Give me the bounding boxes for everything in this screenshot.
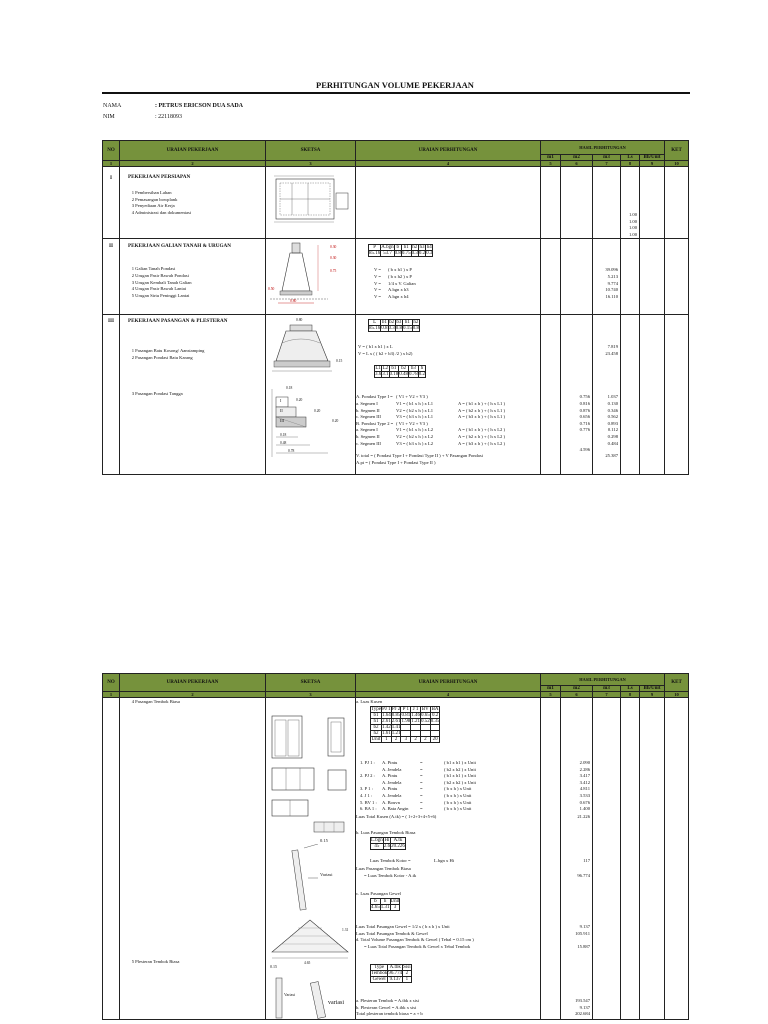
gewel-line: Luas Total Pasangan Tembok & Gewel (356, 930, 428, 936)
list-item: 3 Pasangan Pondasi Tangga (131, 390, 183, 396)
segment-label: I (280, 398, 282, 404)
num-1: 1 (103, 692, 120, 698)
unit-m3: m3 (593, 686, 621, 692)
m3-value: 7.819 (607, 344, 618, 350)
m2-value: 3.412 (579, 779, 590, 785)
unit-ls: Ls (621, 155, 640, 161)
section-1-title: PEKERJAAN PERSIAPAN (128, 174, 191, 180)
dim-label: 0.15 (336, 359, 343, 364)
calc-row: 5. BV 1 : A. Bouvn = ( b x h ) x Unit (360, 799, 472, 805)
section-2-row (103, 239, 689, 315)
m2-value: 4.596 (579, 446, 590, 452)
dim-label: 0.48 (280, 441, 287, 446)
biasa-title: b. Luas Pasangan Tembok Biasa (356, 830, 416, 835)
list-item: 4 Urugan Pasir Bawah Lantai (131, 286, 187, 292)
col-perhitungan: URAIAN PERHITUNGAN (356, 674, 541, 692)
title-rule (102, 92, 690, 94)
params-table: L b1 b2 b3 h1 h2 85.16 0.8 0.3 0.8 0.15 0.8 (369, 320, 419, 332)
dim-label: 0.30 (330, 256, 337, 261)
formula-line: V = ( b1 x h1 ) x L (358, 344, 393, 350)
m2-value: 2.286 (579, 766, 590, 772)
num-9: 9 (640, 161, 665, 167)
excavation-section-sketch (268, 241, 354, 309)
section-1-row (103, 167, 689, 239)
col-hasil: HASIL PERHITUNGAN (541, 141, 665, 155)
col-hasil: HASIL PERHITUNGAN (541, 674, 665, 686)
m3-value: 39.096 (605, 267, 618, 273)
m3-value: 0.484 (607, 440, 618, 446)
num-6: 6 (561, 161, 593, 167)
m3-value: 23.458 (605, 350, 618, 356)
dim-label: 0.80 (296, 318, 303, 323)
kusen-title: a. Luas Kusen (356, 699, 383, 704)
calc-row: 1. PJ 1 : A. Pintu = ( b1 x h1 ) x Unit (360, 760, 476, 765)
col-sketsa: SKETSA (266, 674, 356, 692)
col-ket: KET (665, 674, 689, 692)
ls-value: 1.00 (628, 225, 637, 231)
num-2: 2 (120, 692, 266, 698)
foundation-sketch (268, 321, 354, 375)
m2-value: 0.676 (579, 799, 590, 805)
ls-value: 1.00 (628, 212, 637, 217)
dim-label: 0.15 (270, 964, 277, 969)
unit-ls: Ls (621, 686, 640, 692)
ls-value: 1.00 (628, 218, 637, 224)
num-3: 3 (266, 692, 356, 698)
m2-value: 0.756 (579, 394, 590, 400)
nama-label: NAMA (103, 103, 122, 109)
dim-label: 0.30 (330, 245, 337, 250)
m3-value: 10.740 (605, 287, 618, 293)
m3-value: 0.893 (607, 420, 618, 426)
m2-value: 9.137 (579, 1004, 590, 1010)
unit-m1: m1 (541, 686, 561, 692)
dim-label: 0.78 (288, 449, 295, 454)
num-2: 2 (120, 161, 266, 167)
bersih-expr: = Luas Tembok Kotor - A.tk (364, 873, 417, 878)
m3-value: 5.213 (607, 273, 618, 279)
list-item: 3 Urugan Kembali Tanah Galian (131, 279, 192, 285)
col-no: NO (103, 141, 120, 161)
m2-value: 2.090 (579, 760, 590, 765)
calc-row: c. Segmen III V3 = ( b3 x h ) x L2 A = ( b3 x h ) + ( h x L2 ) (356, 440, 506, 446)
m2-value: 1.400 (579, 806, 590, 812)
m3-value: 9.774 (607, 280, 618, 286)
calc-row: 3. P 1 : A. Pintu = ( b x h ) x Unit (360, 786, 472, 792)
m2-value: 0.776 (579, 427, 590, 433)
kotor-line: Luas Tembok Kotor = L.bgn x Hi (370, 858, 455, 863)
m3-value: 15.887 (577, 943, 590, 949)
formula-line: V = 1/4 x V. Galian (374, 280, 416, 286)
m3-value: 0.298 (607, 433, 618, 439)
ls-value: 1.00 (628, 231, 637, 237)
num-6: 6 (561, 692, 593, 698)
gewel-table: b h Unit 4.65 1.31 3 (371, 899, 400, 910)
section-2-title: PEKERJAAN GALIAN TANAH & URUGAN (128, 243, 231, 250)
m2-value: 21.226 (577, 814, 590, 819)
nama-value: : PETRUS ERICSON DUA SADA (155, 103, 244, 109)
document-title: PERHITUNGAN VOLUME PEKERJAAN (316, 80, 474, 90)
variasi-label: Variasi (284, 992, 296, 997)
m2-value: 4.811 (579, 786, 590, 792)
unit-bh: Bh/Unit (640, 686, 665, 692)
variasi-label: variasi (328, 1000, 344, 1006)
dim-label: 4.65 (304, 961, 311, 965)
list-item: 3 Penyediaan Air Kerja (131, 203, 175, 209)
col-uraian: URAIAN PEKERJAAN (120, 674, 266, 692)
plaster-section-sketch (268, 968, 354, 1020)
m2-value: 3.533 (579, 792, 590, 798)
dim-label: 0.20 (332, 419, 339, 424)
volume-table-page2 (102, 673, 689, 1020)
list-item: 2 Pemasangan bowplank (131, 196, 178, 202)
kusen-total: Luas Total Kusen (A.tk) = ( 1+2+3+4+5+6) (356, 814, 437, 819)
plester-table: Type A.tbk Sisi Tembok 96.774 2 Gewel 9.137 1 (371, 965, 411, 982)
list-item: 2 Urugan Pasir Bawah Pondasi (131, 272, 189, 278)
num-5: 5 (541, 692, 561, 698)
m3-value: 0.346 (607, 407, 618, 413)
m2-value: 105.911 (575, 930, 590, 936)
num-10: 10 (665, 161, 689, 167)
params-table: P A.bgn b h1 h2 h3 h4 85.16 53.7 0.8 0.75 0.3 0.2 0.3 (369, 245, 433, 257)
dim-label: 0.75 (330, 269, 337, 274)
unit-m3: m3 (593, 155, 621, 161)
num-9: 9 (640, 692, 665, 698)
calc-row: 6. BA 1 : A. Bata Angin = ( b x h ) x Unit (360, 806, 472, 812)
calc-row: 2. PJ 2 : A. Pintu = ( b1 x h1 ) x Unit (360, 773, 476, 779)
segment-label: II (280, 408, 283, 414)
list-item: 2 Pasangan Pondasi Batu Karang (131, 354, 193, 360)
m3-value: 0.112 (607, 427, 618, 433)
section-3-row (103, 315, 689, 475)
m2-value: 9.137 (579, 924, 590, 929)
plester-line: Total plesteran tembok biasa = a + b (356, 1011, 423, 1017)
calc-row: 4. J 1 : A. Jendela = ( b x h ) x Unit (360, 792, 472, 798)
calc-row: b. Segmen II V2 = ( b2 x h ) x L1 A = ( b2 x h ) + ( h x L1 ) (356, 407, 506, 413)
m3-value: 1.037 (607, 394, 618, 400)
calc-row: A. Pondasi Type I = ( V1 + V2 + V3 ) (356, 394, 428, 400)
m3-value: 25.387 (605, 453, 618, 459)
m2-value: 117 (583, 858, 590, 863)
dim-label: 1.31 (342, 928, 349, 932)
num-7: 7 (593, 692, 621, 698)
door-window-sketch (268, 712, 354, 840)
m3-value: 0.130 (607, 400, 618, 406)
formula-line: V = A.bgn x h4 (374, 293, 409, 299)
col-sketsa: SKETSA (266, 141, 356, 161)
num-4: 4 (356, 692, 541, 698)
section-4-row (103, 698, 689, 1020)
list-item: 4 Administrasi dan dokumentasi (131, 209, 192, 215)
list-item: 1 Pasangan Batu Kosong/ Aanstamping (131, 348, 205, 354)
calc-row: c. Segmen III V3 = ( b3 x h ) x L1 A = ( b3 x h ) + ( h x L1 ) (356, 414, 506, 420)
formula-line: V = A.bgn x h3 (374, 287, 409, 293)
dim-label: 0.50 (268, 287, 275, 292)
col-uraian: URAIAN PEKERJAAN (120, 141, 266, 161)
volume-table-page1 (102, 140, 689, 475)
dim-label: 0.80 (290, 299, 297, 304)
total-line: V. total = ( Pondasi Type I + Pondasi Type II ) + V Pasangan Pondasi (356, 453, 483, 459)
unit-m2: m2 (561, 686, 593, 692)
calc-row: A. Jendela = ( b2 x h2 ) x Unit (382, 779, 476, 785)
plester-line: a. Plesteran Tembok = A.tbk x sisi (356, 998, 419, 1003)
num-8: 8 (621, 692, 640, 698)
calc-row: A. Jendela = ( b2 x h2 ) x Unit (382, 766, 476, 772)
section-1-roman: I (109, 175, 113, 181)
list-item: 5 Plesteran Tembok Biasa (131, 959, 180, 964)
section-3-title: PEKERJAAN PASANGAN & PLESTERAN (128, 318, 228, 325)
m2-value: 202.684 (575, 1011, 590, 1017)
list-item: 1 Galian Tanah Pondasi (131, 266, 176, 272)
m2-value: 96.774 (577, 873, 590, 878)
num-8: 8 (621, 161, 640, 167)
unit-m1: m1 (541, 155, 561, 161)
unit-bh: Bh/Unit (640, 155, 665, 161)
formula-line: V = ( b x h2 ) x P (374, 273, 412, 279)
calc-row: a. Segmen I V1 = ( b1 x h ) x L1 A = ( b1 x h ) + ( h x L1 ) (356, 400, 506, 406)
col-no: NO (103, 674, 120, 692)
unit-m2: m2 (561, 155, 593, 161)
num-10: 10 (665, 692, 689, 698)
m2-value: 193.547 (575, 998, 590, 1003)
m2-value: 0.876 (579, 407, 590, 413)
section-2-roman: II (108, 243, 114, 250)
params-table: L1 L2 b1 b2 b3 h 3.6 3.1 0.18 0.48 0.78 0.2 (375, 366, 425, 378)
list-item: 1 Pembersihan Lahan (131, 190, 172, 195)
m3-value: 16.110 (605, 293, 618, 299)
list-item: 4 Pasangan Tembok Biasa (131, 699, 180, 704)
col-perhitungan: URAIAN PERHITUNGAN (356, 141, 541, 161)
formula-line: V = L x ( ( b2 + b3) /2 ) x h2) (358, 350, 413, 356)
bersih-label: Luas Pasangan Tembok Biasa (356, 866, 411, 871)
gewel-line: d. Total Volume Pasangan Tembok & Gewel ( Tebal = 0.15 cm ) (356, 937, 474, 943)
nim-label: NIM (103, 114, 115, 120)
m2-value: 0.716 (579, 420, 590, 426)
num-5: 5 (541, 161, 561, 167)
section-3-roman: III (107, 318, 115, 325)
calc-row: a. Segmen I V1 = ( b1 x h ) x L2 A = ( b1 x h ) + ( h x L2 ) (356, 427, 506, 433)
dim-label: 0.18 (286, 386, 293, 391)
calc-row: B. Pondasi Type 2 = ( V1 + V2 + V3 ) (356, 420, 428, 426)
wall-section-sketch (268, 844, 354, 914)
variasi-label: Variasi (320, 872, 333, 877)
plester-line: b. Plesteran Gewel = A.tbk x sisi (356, 1004, 417, 1010)
m3-value: 0.562 (607, 414, 618, 420)
dim-label: 0.18 (280, 433, 287, 438)
num-3: 3 (266, 161, 356, 167)
segment-label: III (280, 418, 284, 424)
num-4: 4 (356, 161, 541, 167)
num-7: 7 (593, 161, 621, 167)
m2-value: 0.816 (579, 400, 590, 406)
total-line: A.pt = ( Pondasi Type I + Pondasi Type II ) (356, 459, 436, 465)
dim-label: 0.20 (296, 398, 303, 403)
formula-line: V = ( b x h1 ) x P (374, 267, 412, 273)
gewel-line: = Luas Total Pasangan Tembok & Gewel x Tebal Tembok (364, 943, 471, 949)
col-ket: KET (665, 141, 689, 161)
m2-value: 0.656 (579, 414, 590, 420)
gewel-line: Luas Total Pasangan Gewel = 1/2 x ( b x h ) x Unit (356, 924, 450, 929)
kusen-table: Type PJ 1 PJ 2 P 1 J 1 BV BA b1 1.64 0.85 0.81 1.46 0.65 0.2 h1 2.61 2.61 1.98 1.21 0.52 0.35 b2 1.42 1.41 h2 1.61 1.21 Unit 1 2 3 2 2 20 (371, 707, 440, 742)
biasa-table: L.bgn Hi A.tk 45 2.6 20.226 (371, 838, 405, 849)
dim-label: 0.20 (314, 409, 321, 414)
list-item: 5 Urugan Sirtu Peninggi Lantai (131, 292, 190, 298)
gable-sketch (268, 916, 354, 964)
dim-label: 0.15 (320, 838, 328, 843)
m2-value: 3.417 (579, 773, 590, 779)
nim-value: : 22118093 (155, 114, 182, 120)
num-1: 1 (103, 161, 120, 167)
gewel-title: c. Luas Pasangan Gewel (356, 891, 401, 896)
site-plan-sketch (272, 173, 352, 225)
calc-row: b. Segmen II V2 = ( b2 x h ) x L2 A = ( b2 x h ) + ( h x L2 ) (356, 433, 506, 439)
